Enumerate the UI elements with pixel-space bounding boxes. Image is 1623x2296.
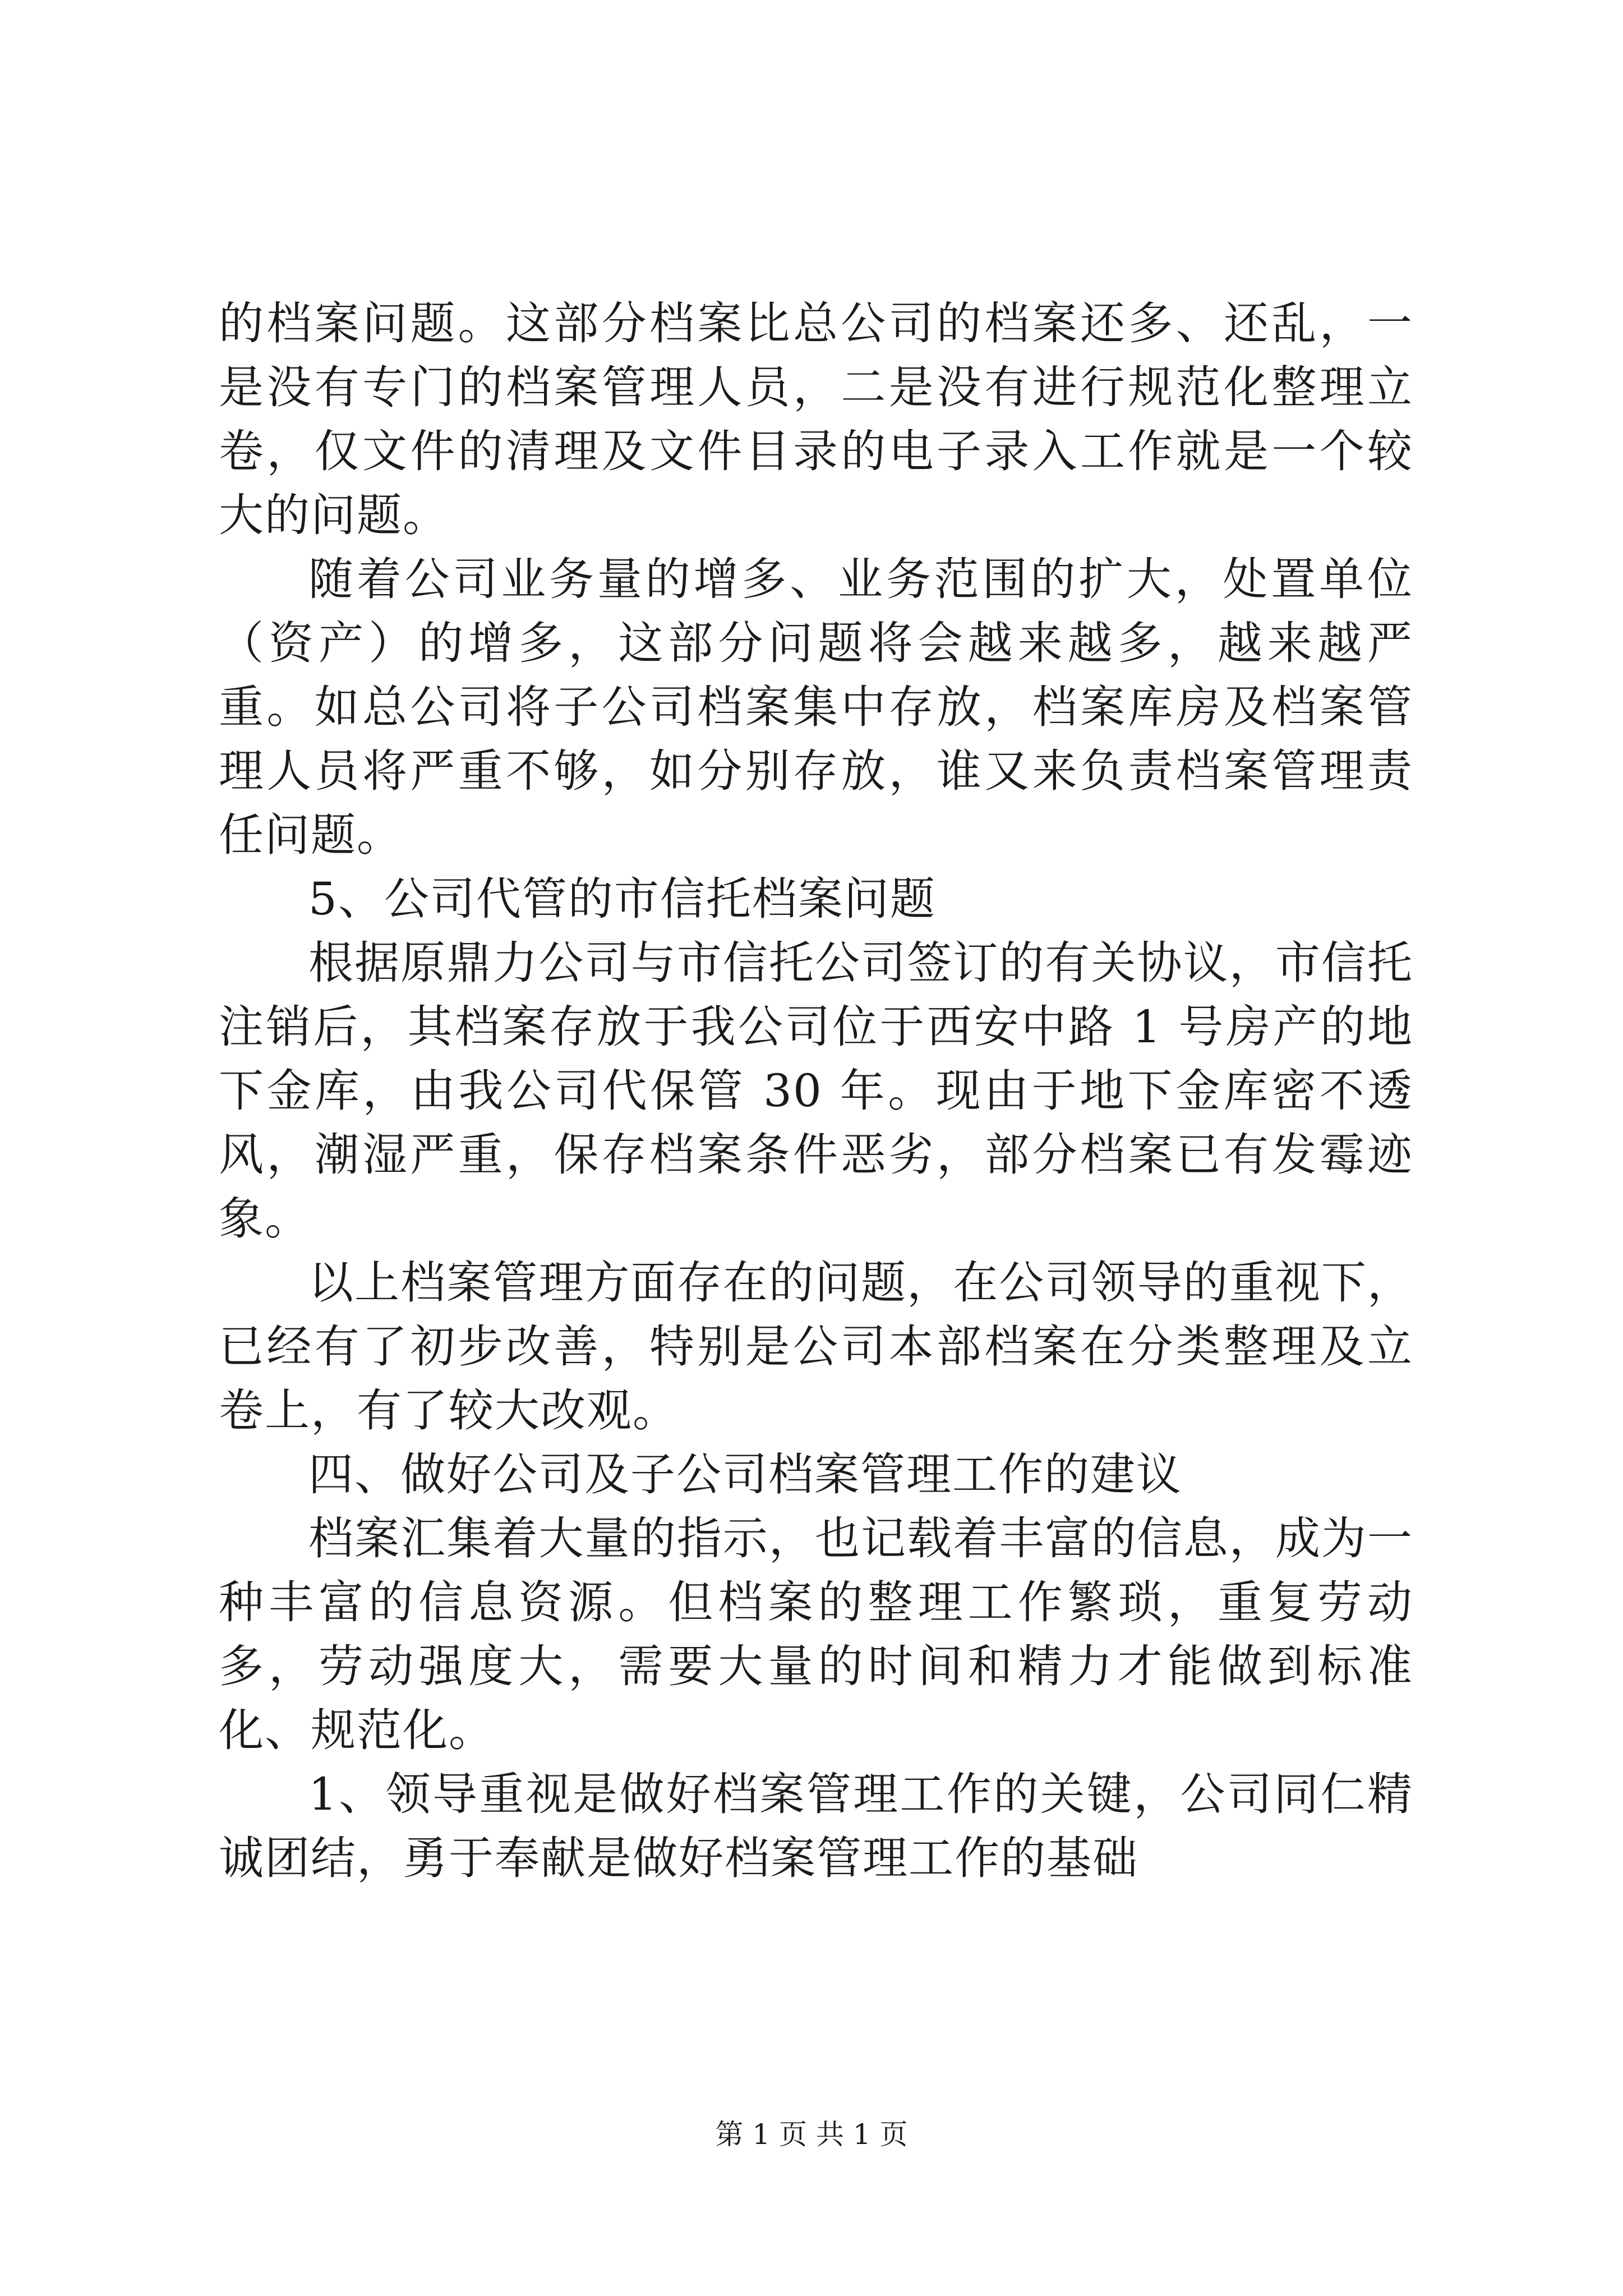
section-heading-5: 5、公司代管的市信托档案问题	[308, 873, 936, 925]
page-footer: 第 1 页 共 1 页	[715, 2118, 908, 2151]
paragraph-6: 1、领导重视是做好档案管理工作的关键，公司同仁精诚团结，勇于奉献是做好档案管理工作的基础	[219, 1768, 1413, 1884]
paragraph-4: 以上档案管理方面存在的问题，在公司领导的重视下，已经有了初步改善，特别是公司本部档案在分类整理及立卷上，有了较大改观。	[219, 1257, 1413, 1437]
paragraph-5: 档案汇集着大量的指示，也记载着丰富的信息，成为一种丰富的信息资源。但档案的整理工作繁琐，重复劳动多，劳动强度大，需要大量的时间和精力才能做到标准化、规范化。	[219, 1512, 1413, 1756]
document-body	[219, 292, 1413, 1890]
paragraph-3: 根据原鼎力公司与市信托公司签订的有关协议，市信托注销后，其档案存放于我公司位于西安中路 1 号房产的地下金库，由我公司代保管 30 年。现由于地下金库密不透风，潮湿严重，保存档案条件恶劣，部分档案已有发霉迹象。	[219, 937, 1413, 1245]
paragraph-2: 随着公司业务量的增多、业务范围的扩大，处置单位（资产）的增多，这部分问题将会越来越多，越来越严重。如总公司将子公司档案集中存放，档案库房及档案管理人员将严重不够，如分别存放，谁又来负责档案管理责任问题。	[219, 553, 1413, 861]
section-heading-4: 四、做好公司及子公司档案管理工作的建议	[308, 1448, 1182, 1501]
paragraph-1: 的档案问题。这部分档案比总公司的档案还多、还乱，一是没有专门的档案管理人员，二是没有进行规范化整理立卷，仅文件的清理及文件目录的电子录入工作就是一个较大的问题。	[219, 297, 1413, 541]
